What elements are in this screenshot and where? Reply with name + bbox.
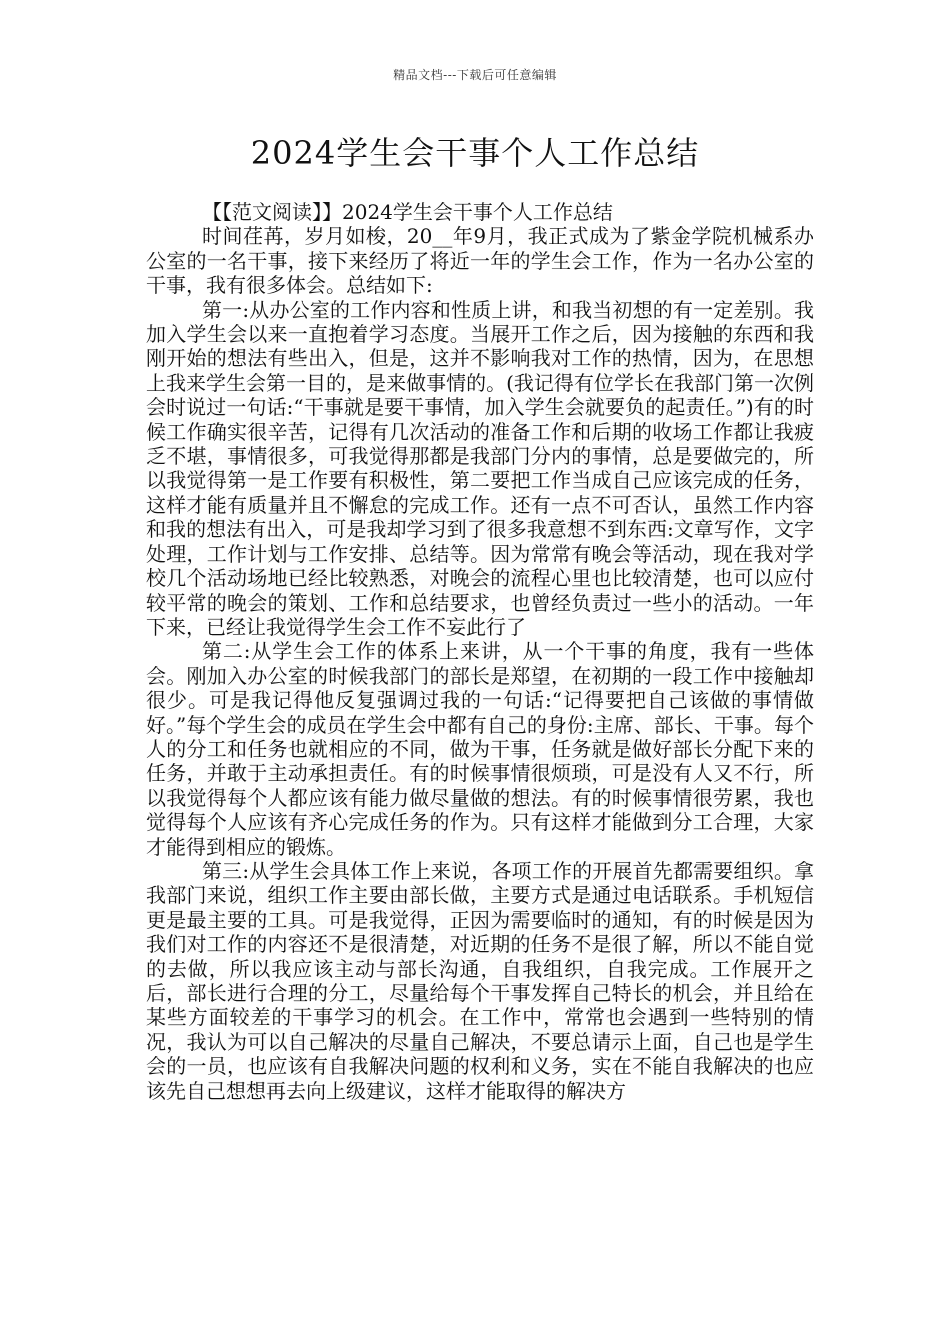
page-title: 2024学生会干事个人工作总结 xyxy=(250,134,700,172)
paragraph-intro: 【【范文阅读】】2024学生会干事个人工作总结 xyxy=(202,200,613,224)
paragraph-third-point: 第三:从学生会具体工作上来说，各项工作的开展首先都需要组织。拿我部门来说，组织工作主要由部长做，主要方式是通过电话联系。手机短信更是最主要的工具。可是我觉得，正因为需要临时的通知，有的时候是因为我们对工作的内容还不是很清楚，对近期的任务不是很了解，所以不能自觉的去做，所以我应该主动与部长沟通，自我组织，自我完成。工作展开之后，部长进行合理的分工，尽量给每个干事发挥自己特长的机会，并且给在某些方面较差的干事学习的机会。在工作中，常常也会遇到一些特别的情况，我认为可以自己解决的尽量自己解决，不要总请示上面，自己也是学生会的一员，也应该有自我解决问题的权利和义务，实在不能自我解决的也应该先自己想想再去向上级建议，这样才能取得的解决方 xyxy=(146,858,814,1103)
header-note: 精品文档---下载后可任意编辑 xyxy=(393,68,557,82)
paragraph-opening: 时间荏苒，岁月如梭，20__年9月，我正式成为了紫金学院机械系办公室的一名干事，接下来经历了将近一年的学生会工作，作为一名办公室的干事，我有很多体会。总结如下: xyxy=(146,224,814,298)
paragraph-second-point: 第二:从学生会工作的体系上来讲，从一个干事的角度，我有一些体会。刚加入办公室的时候我部门的部长是郑望，在初期的一段工作中接触却很少。可是我记得他反复强调过我的一句话:“记得要把自己该做的事情做好。”每个学生会的成员在学生会中都有自己的身份:主席、部长、干事。每个人的分工和任务也就相应的不同，做为干事，任务就是做好部长分配下来的任务，并敢于主动承担责任。有的时候事情很烦琐，可是没有人又不行，所以我觉得每个人都应该有能力做尽量做的想法。有的时候事情很劳累，我也觉得每个人应该有齐心完成任务的作为。只有这样才能做到分工合理，大家才能得到相应的锻炼。 xyxy=(146,639,814,859)
paragraph-first-point: 第一:从办公室的工作内容和性质上讲，和我当初想的有一定差别。我加入学生会以来一直抱着学习态度。当展开工作之后，因为接触的东西和我刚开始的想法有些出入，但是，这并不影响我对工作的热情，因为，在思想上我来学生会第一目的，是来做事情的。(我记得有位学长在我部门第一次例会时说过一句话:“干事就是要干事情，加入学生会就要负的起责任。”)有的时候工作确实很辛苦，记得有几次活动的准备工作和后期的收场工作都让我疲乏不堪，事情很多，可我觉得那都是我部门分内的事情，总是要做完的，所以我觉得第一是工作要有积极性，第二要把工作当成自己应该完成的任务，这样才能有质量并且不懈怠的完成工作。还有一点不可否认，虽然工作内容和我的想法有出入，可是我却学习到了很多我意想不到东西:文章写作，文字处理，工作计划与工作安排、总结等。因为常常有晚会等活动，现在我对学校几个活动场地已经比较熟悉，对晚会的流程心里也比较清楚，也可以应付较平常的晚会的策划、工作和总结要求，也曾经负责过一些小的活动。一年下来，已经让我觉得学生会工作不妄此行了 xyxy=(146,297,814,639)
document-body xyxy=(146,200,814,1103)
